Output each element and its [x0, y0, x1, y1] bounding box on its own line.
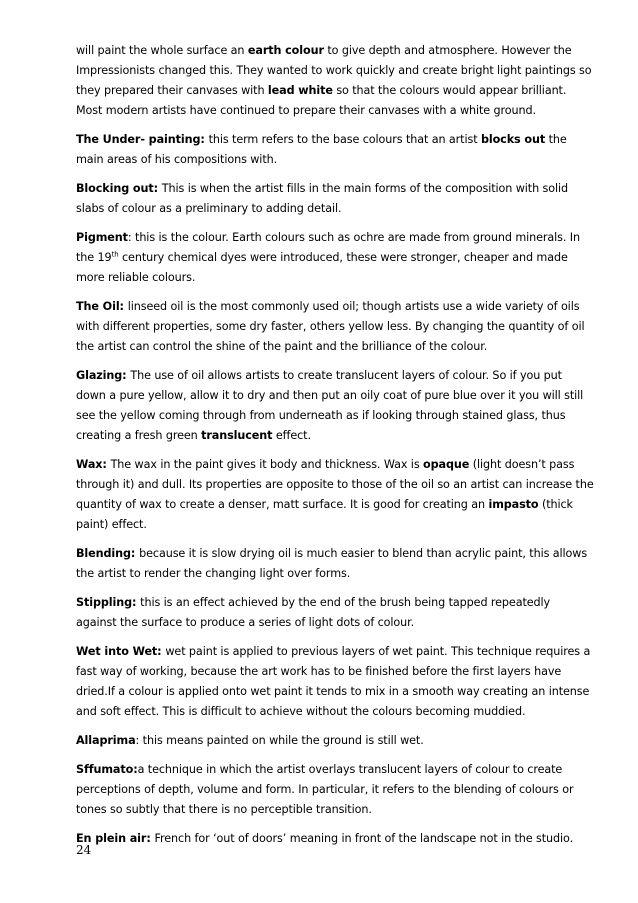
glossary-term: The Oil: [76, 300, 128, 313]
body-text: effect. [272, 429, 311, 442]
glossary-term: Glazing: [76, 369, 131, 382]
body-text: (thick paint) effect. [76, 498, 573, 531]
body-text: will paint the whole surface an [76, 44, 248, 57]
body-text: French for ‘out of doors’ meaning in front of the landscape not in the studio. [154, 832, 574, 845]
glossary-paragraph [76, 179, 594, 219]
body-text: because it is slow drying oil is much easier to blend than acrylic paint, this allows the artist to render the changing light over forms. [76, 547, 588, 580]
glossary-term: Blocking out: [76, 182, 162, 195]
body-text: : this means painted on while the ground is still wet. [135, 734, 424, 747]
emphasized-text: earth colour [247, 44, 324, 57]
body-text: a technique in which the artist overlays translucent layers of colour to create perceptions of depth, volume and form. In particular, it refers to the blending of colours or tones so subtly that there is no perceptible transition. [76, 763, 574, 816]
body-text: this term refers to the base colours that an artist [208, 133, 481, 146]
glossary-paragraph [76, 455, 594, 535]
emphasized-text: opaque [423, 458, 470, 471]
glossary-term: Allaprima [76, 734, 136, 747]
glossary-term: Sffumato: [76, 763, 138, 776]
glossary-paragraph [76, 366, 594, 446]
glossary-term: The Under- painting: [76, 133, 209, 146]
page-number: 24 [76, 843, 92, 857]
glossary-term: En plein air: [76, 832, 155, 845]
glossary-term: Stippling: [76, 596, 141, 609]
superscript-text: th [111, 250, 119, 259]
emphasized-text: lead white [267, 84, 333, 97]
emphasized-text: blocks out [480, 133, 546, 146]
glossary-term: Blending: [76, 547, 140, 560]
emphasized-text: translucent [201, 429, 273, 442]
body-text: so that the colours would appear brilliant. Most modern artists have continued to prepare their canvases with a white ground. [76, 84, 567, 117]
body-text: : this is the colour. Earth colours such as ochre are made from ground minerals. In the 19 [76, 231, 580, 264]
glossary-term: Pigment [76, 231, 128, 244]
body-text: century chemical dyes were introduced, these were stronger, cheaper and made more reliable colours. [76, 251, 568, 284]
glossary-paragraph [76, 297, 594, 357]
glossary-term: Wax: [76, 458, 111, 471]
glossary-paragraph [76, 130, 594, 170]
body-text: this is an effect achieved by the end of the brush being tapped repeatedly against the surface to produce a series of light dots of colour. [76, 596, 551, 629]
glossary-term: Wet into Wet: [76, 645, 166, 658]
document-page [76, 41, 594, 858]
body-text: wet paint is applied to previous layers of wet paint. This technique requires a fast way of working, because the art work has to be finished before the first layers have dried.If a colour is applied onto wet paint it tends to mix in a smooth way creating an intense and soft effect. This is difficult to achieve without the colours becoming muddied. [76, 645, 591, 718]
glossary-paragraph [76, 228, 594, 288]
body-text: (light doesn’t pass through it) and dull. Its properties are opposite to those of the oil so an artist can increase the quantity of wax to create a denser, matt surface. It is good for creating an [76, 458, 594, 511]
glossary-paragraph [76, 642, 594, 722]
body-text: the main areas of his compositions with. [76, 133, 567, 166]
body-text: The use of oil allows artists to create translucent layers of colour. So if you put down a pure yellow, allow it to dry and then put an oily coat of pure blue over it you will still see the yellow coming through from underneath as if looking through stained glass, thus creating a fresh green [76, 369, 584, 442]
body-text: to give depth and atmosphere. However the Impressionists changed this. They wanted to work quickly and create bright light paintings so they prepared their canvases with [76, 44, 592, 97]
glossary-paragraph [76, 41, 594, 121]
body-text: linseed oil is the most commonly used oil; though artists use a wide variety of oils with different properties, some dry faster, others yellow less. By changing the quantity of oil the artist can control the shine of the paint and the brilliance of the colour. [76, 300, 585, 353]
body-text: The wax in the paint gives it body and thickness. Wax is [110, 458, 424, 471]
glossary-paragraph [76, 593, 594, 633]
glossary-paragraph [76, 829, 594, 849]
glossary-paragraph [76, 760, 594, 820]
glossary-paragraph [76, 731, 594, 751]
body-text: This is when the artist fills in the main forms of the composition with solid slabs of colour as a preliminary to adding detail. [76, 182, 569, 215]
glossary-paragraph [76, 544, 594, 584]
emphasized-text: impasto [488, 498, 539, 511]
